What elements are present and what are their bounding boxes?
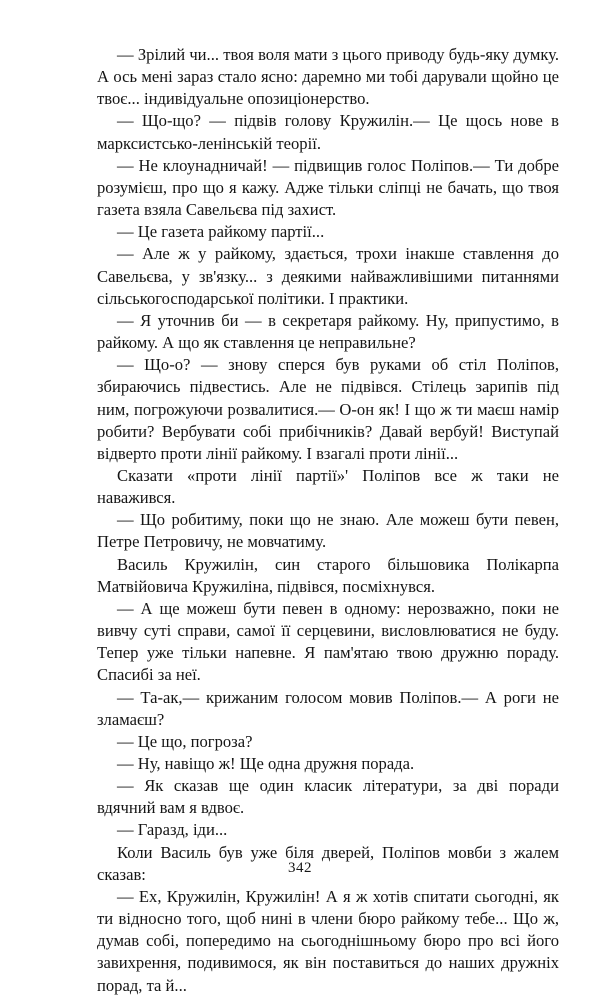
paragraph: Сказати «проти лінії партії»' Поліпов все ж таки не наважився.: [97, 465, 559, 508]
paragraph: — Ну, навіщо ж! Ще одна дружня порада.: [117, 754, 415, 773]
paragraph: — Але ж у райкому, здається, трохи інакше ставлення до Савельєва, у зв'язку... з деякими найважливішими питаннями сільськогосподарської політики. І практики.: [97, 244, 559, 308]
paragraph: — Що робитиму, поки що не знаю. Але можеш бути певен, Петре Петровичу, не мовчатиму.: [97, 510, 559, 552]
paragraph: — Гаразд, іди...: [117, 820, 228, 840]
paragraph: — Це газета райкому партії...: [117, 222, 325, 242]
paragraph: — Зрілий чи... твоя воля мати з цього приводу будь-яку думку. А ось мені зараз стало ясно: даремно ми тобі дарували щойно це твоє... індивідуальне опозиціонерство.: [97, 45, 559, 109]
paragraph: — Що-що? — підвів голову Кружилін.— Це щось нове в марксистсько-ленінській теорії.: [97, 111, 559, 153]
paragraph: — Ех, Кружилін, Кружилін! А я ж хотів спитати сьогодні, як ти відносно того, щоб нині в члени бюро райкому тебе... Що ж, думав собі, попередимо на сьогоднішньому бюро про всі його завихрення, подивимося, як він поставиться до наших дружніх порад, та й...: [97, 886, 559, 995]
paragraph: Коли Василь був уже біля дверей, Поліпов мовби з жалем сказав:: [97, 842, 559, 884]
paragraph: Василь Кружилін, син старого більшовика Полікарпа Матвійовича Кружиліна, підвівся, посміхнувся.: [97, 554, 559, 596]
page-number: 342: [288, 860, 312, 876]
paragraph: — Як сказав ще один класик літератури, за дві поради вдячний вам я вдвоє.: [97, 776, 559, 818]
paragraph: — Що-о? — знову сперся був руками об стіл Поліпов, збираючись підвестись. Але не підвівся. Стілець зарипів під ним, погрожуючи розвалитися.— О-он як! І що ж ти маєш намір робити? Вербувати собі прибічників? Давай вербуй! Виступай відверто проти лінії райкому. І взагалі проти лінії...: [97, 355, 559, 463]
paragraph: — Це що, погроза?: [117, 731, 253, 751]
paragraph: — Я уточнив би — в секретаря райкому. Ну, припустимо, в райкому. А що як ставлення це неправильне?: [97, 310, 559, 353]
paragraph: — Не клоунадничай! — підвищив голос Поліпов.— Ти добре розумієш, про що я кажу. Адже тільки сліпці не бачать, що твоя газета взяла Савельєва під захист.: [97, 155, 559, 220]
paragraph: — Та-ак,— крижаним голосом мовив Поліпов.— А роги не зламаєш?: [97, 687, 559, 729]
paragraph: — А ще можеш бути певен в одному: нерозважно, поки не вивчу суті справи, самої її серцевини, висловлюватися не буду. Тепер уже тільки напевне. Я пам'ятаю твою дружню пораду. Спасибі за неї.: [97, 598, 559, 685]
body-text: [97, 44, 559, 997]
